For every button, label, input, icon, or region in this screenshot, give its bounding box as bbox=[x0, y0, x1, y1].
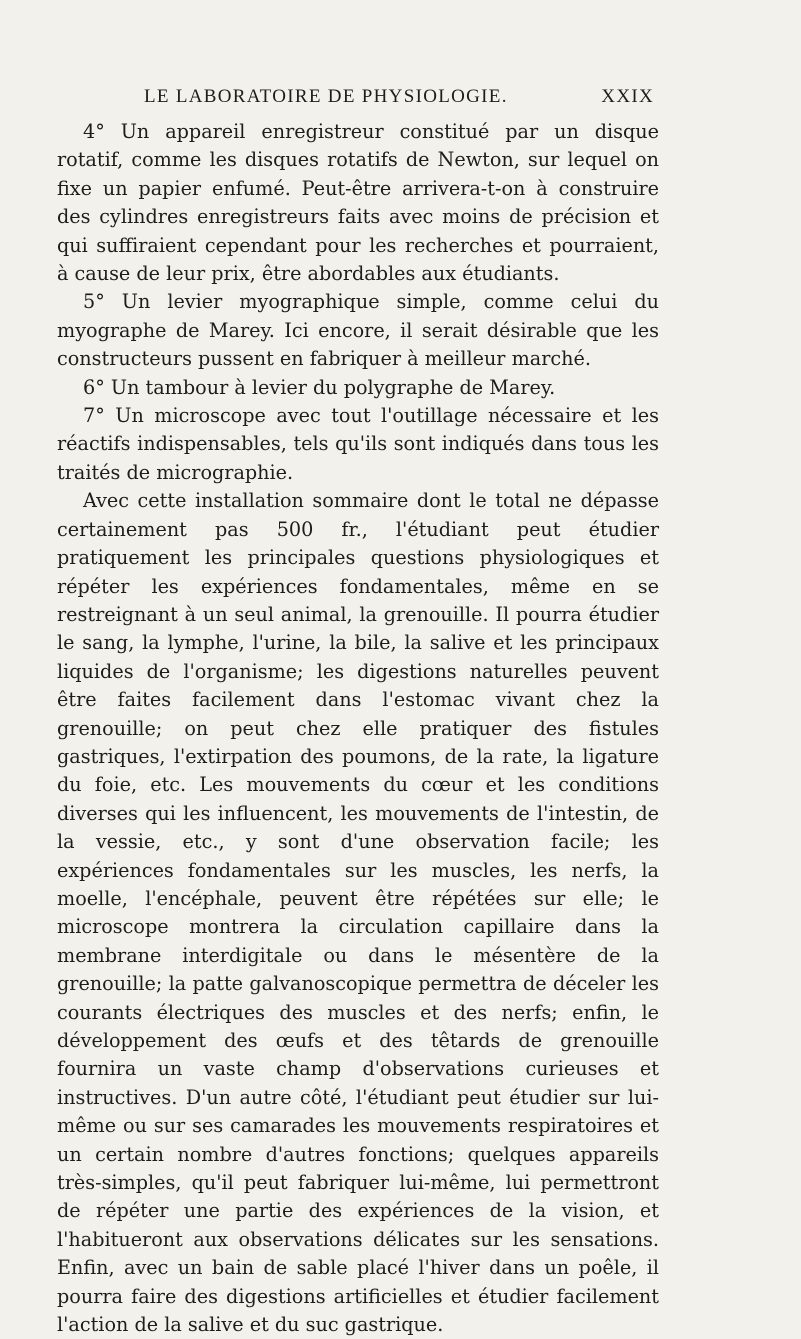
paragraph-item-6: 6° Un tambour à levier du polygraphe de Marey. bbox=[83, 375, 556, 399]
paragraph-installation: Avec cette installation sommaire dont le total ne dépasse certainement pas 500 fr., l'étudiant peut étudier pratiquement les principales questions physiologiques et répéter les expériences fondamentales, même en se restreignant à un seul animal, la grenouille. Il pourra étudier le sang, la lymphe, l'urine, la bile, la salive et les principaux liquides de l'organisme; les digestions naturelles peuvent être faites facilement dans l'estomac vivant chez la grenouille; on peut chez elle pratiquer des fistules gastriques, l'extirpation des poumons, de la rate, la ligature du foie, etc. Les mouvements du cœur et les conditions diverses qui les influencent, les mouvements de l'intestin, de la vessie, etc., y sont d'une observation facile; les expériences fondamentales sur les muscles, les nerfs, la moelle, l'encéphale, peuvent être répétées sur elle; le microscope montrera la circulation capillaire dans la membrane interdigitale ou dans le mésentère de la grenouille; la patte galvanoscopique permettra de déceler les courants électriques des muscles et des nerfs; enfin, le développement des œufs et des têtards de grenouille fournira un vaste champ d'observations curieuses et instructives. D'un autre côté, l'étudiant peut étudier sur lui-même ou sur ses camarades les mouvements respiratoires et un certain nombre d'autres fonctions; quelques appareils très-simples, qu'il peut fabriquer lui-même, lui permettront de répéter une partie des expériences de la vision, et l'habitueront aux observations délicates sur les sensations. Enfin, avec un bain de sable placé l'hiver dans un poêle, il pourra faire des digestions artificielles et étudier facilement l'action de la salive et du suc gastrique. bbox=[57, 489, 659, 1337]
running-head bbox=[118, 86, 654, 114]
paragraph-item-7: 7° Un microscope avec tout l'outillage nécessaire et les réactifs indispensables, tels qu'ils sont indiqués dans tous les traités de micrographie. bbox=[57, 404, 659, 484]
page-number: XXIX bbox=[601, 86, 654, 107]
paragraph-item-5: 5° Un levier myographique simple, comme celui du myographe de Marey. Ici encore, il serait désirable que les constructeurs pussent en fabriquer à meilleur marché. bbox=[57, 290, 659, 371]
body-text bbox=[57, 118, 659, 1339]
running-head-title: LE LABORATOIRE DE PHYSIOLOGIE. bbox=[144, 86, 508, 107]
paragraph-item-4: 4° Un appareil enregistreur constitué par un disque rotatif, comme les disques rotatifs de Newton, sur lequel on fixe un papier enfumé. Peut-être arrivera-t-on à construire des cylindres enregistreurs faits avec moins de précision et qui suffiraient cependant pour les recherches et pourraient, à cause de leur prix, être abordables aux étudiants. bbox=[57, 120, 659, 286]
